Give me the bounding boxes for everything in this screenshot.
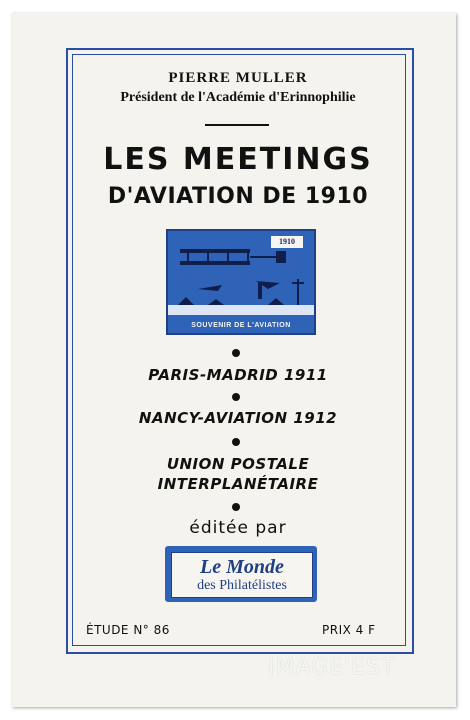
- title-line-2: D'AVIATION DE 1910: [107, 184, 369, 209]
- stamp-caption: SOUVENIR DE L'AVIATION: [191, 322, 291, 329]
- aviation-stamp: [166, 229, 316, 335]
- title-line-1: LES MEETINGS: [103, 142, 373, 177]
- bullet-1: [232, 349, 240, 357]
- logo-line-1: Le Monde: [200, 556, 284, 578]
- publisher-logo: [165, 546, 317, 602]
- study-number: ÉTUDE N° 86: [86, 623, 170, 637]
- item-union-postale: UNION POSTALE: [166, 455, 310, 473]
- item-paris-madrid: PARIS-MADRID 1911: [148, 366, 328, 384]
- bullet-3: [232, 438, 240, 446]
- logo-line-2: des Philatélistes: [197, 578, 287, 593]
- divider-rule: [205, 124, 269, 126]
- watermark: IMAGE'EST: [268, 655, 396, 680]
- author-name: PIERRE MULLER: [168, 70, 308, 86]
- price-label: PRIX 4 F: [322, 623, 376, 637]
- author-title: Président de l'Académie d'Erinnophilie: [120, 90, 356, 105]
- publisher-intro: éditée par: [189, 518, 287, 538]
- bullet-2: [232, 393, 240, 401]
- item-interplanetaire: INTERPLANÉTAIRE: [157, 475, 319, 493]
- stamp-year: 1910: [271, 236, 303, 248]
- bullet-4: [232, 503, 240, 511]
- item-nancy-aviation: NANCY-AVIATION 1912: [138, 409, 338, 427]
